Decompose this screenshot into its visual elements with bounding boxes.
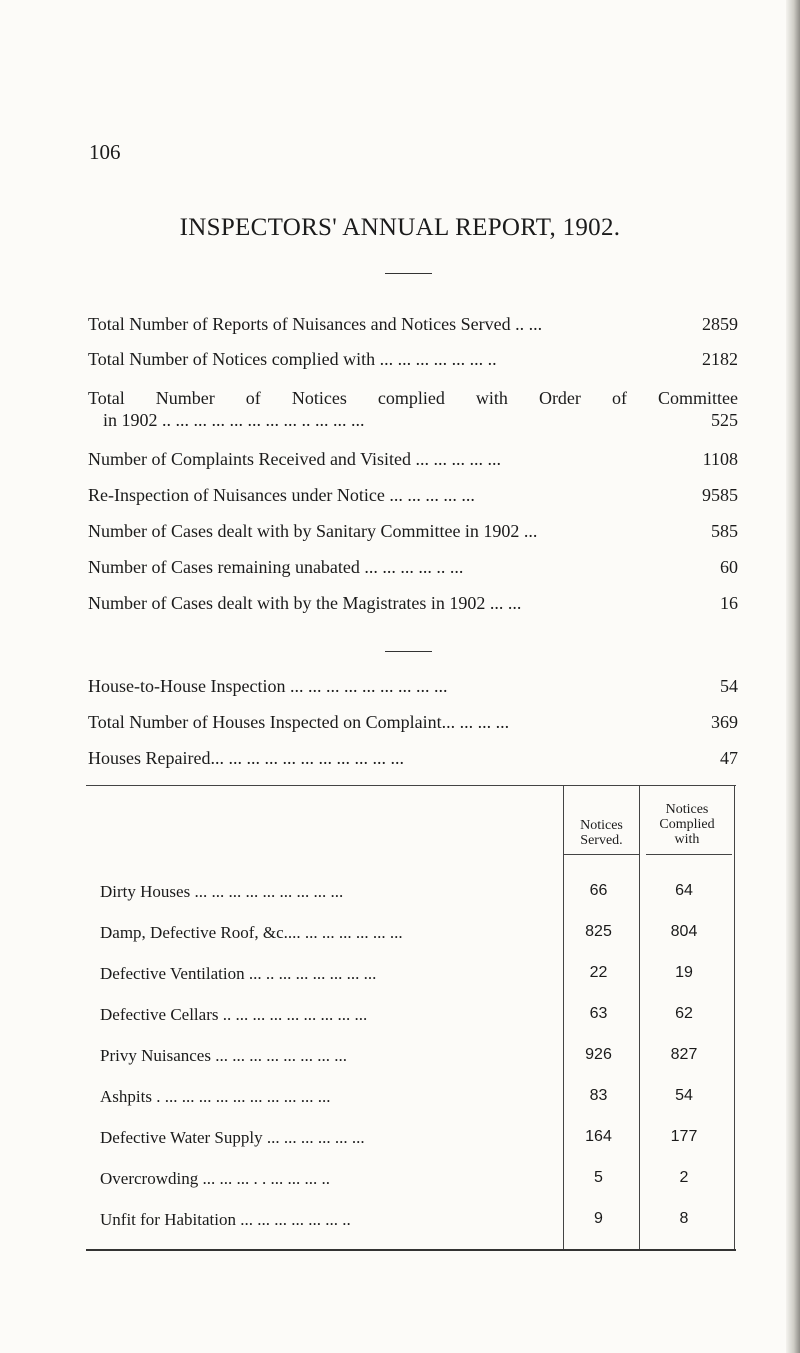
complied-value: 2 — [679, 1169, 689, 1186]
complied-value: 827 — [670, 1046, 698, 1063]
stat-label: Total Number of Houses Inspected on Complaint... ... ... ... — [88, 712, 510, 732]
served-value: 5 — [594, 1169, 603, 1186]
stat-label: Number of Cases dealt with by the Magistrates in 1902 ... ... — [88, 593, 522, 613]
stat-label: House-to-House Inspection ... ... ... ... ... ... ... ... ... — [88, 676, 448, 696]
stat-value: 60 — [720, 557, 738, 577]
stat-value: 16 — [720, 593, 738, 613]
served-value: 164 — [585, 1128, 612, 1145]
header-line: Complied — [659, 817, 715, 832]
page-number: 106 — [89, 140, 121, 164]
stat-value: 525 — [711, 410, 738, 430]
stat-value: 2182 — [702, 349, 738, 369]
served-value: 9 — [594, 1210, 603, 1227]
served-value: 926 — [585, 1046, 612, 1063]
section-divider — [385, 651, 432, 652]
stat-value: 369 — [711, 712, 738, 732]
stat-value: 47 — [720, 748, 738, 768]
row-label: Defective Cellars .. ... ... ... ... ... ... ... ... — [100, 1005, 368, 1024]
table-row — [86, 1087, 736, 1109]
table-row — [86, 1169, 736, 1191]
stat-value: 1108 — [702, 449, 738, 469]
table-row — [86, 882, 736, 904]
stat-label-continued: in 1902 .. ... ... ... ... ... ... ... .. ... ... ... — [103, 410, 365, 430]
stat-label: Total Number of Notices complied with ... ... ... ... ... ... .. — [88, 349, 497, 369]
table-row — [86, 1046, 736, 1068]
stat-value: 585 — [711, 521, 738, 541]
served-value: 63 — [589, 1005, 608, 1022]
table-row — [86, 1210, 736, 1232]
table-row — [86, 1128, 736, 1150]
stat-label: Total Number of Notices complied with Order of Committee — [88, 388, 738, 408]
served-value: 83 — [589, 1087, 608, 1104]
header-line: Notices — [580, 818, 623, 833]
row-label: Defective Ventilation ... .. ... ... ... ... ... ... — [100, 964, 377, 983]
row-label: Defective Water Supply ... ... ... ... ... ... — [100, 1128, 365, 1147]
row-label: Ashpits . ... ... ... ... ... ... ... ... ... ... — [100, 1087, 331, 1106]
table-row — [86, 1005, 736, 1027]
complied-value: 177 — [670, 1128, 698, 1145]
table-bottom-border — [86, 1249, 736, 1251]
table-row — [86, 964, 736, 986]
report-title: INSPECTORS' ANNUAL REPORT, 1902. — [179, 214, 621, 241]
stat-value: 2859 — [702, 314, 738, 334]
header-notices-served — [564, 818, 639, 848]
row-label: Damp, Defective Roof, &c.... ... ... ... ... ... ... — [100, 923, 403, 942]
stat-label: Number of Complaints Received and Visited ... ... ... ... ... — [88, 449, 502, 469]
complied-value: 19 — [675, 964, 693, 981]
stat-label: Number of Cases dealt with by Sanitary Committee in 1902 ... — [88, 521, 538, 541]
header-line: Notices — [665, 802, 709, 817]
complied-value: 62 — [675, 1005, 693, 1022]
stat-label: Total Number of Reports of Nuisances and Notices Served .. ... — [88, 314, 543, 334]
row-label: Overcrowding ... ... ... . . ... ... ... .. — [100, 1169, 330, 1188]
notices-table — [86, 785, 736, 1251]
header-notices-complied — [640, 802, 734, 847]
stat-label: Number of Cases remaining unabated ... ... ... ... .. ... — [88, 557, 464, 577]
served-value: 825 — [585, 923, 612, 940]
table-row — [86, 923, 736, 945]
header-line: Served. — [580, 833, 623, 848]
stat-label: Houses Repaired... ... ... ... ... ... ... ... ... ... ... — [88, 748, 404, 768]
row-label: Unfit for Habitation ... ... ... ... ... ... .. — [100, 1210, 351, 1229]
stat-value: 54 — [720, 676, 738, 696]
header-line: with — [674, 832, 700, 847]
header-underline — [564, 854, 639, 855]
complied-value: 804 — [670, 923, 698, 940]
served-value: 22 — [589, 964, 608, 981]
row-label: Dirty Houses ... ... ... ... ... ... ... ... ... — [100, 882, 344, 901]
complied-value: 54 — [675, 1087, 693, 1104]
complied-value: 64 — [675, 882, 693, 899]
served-value: 66 — [589, 882, 608, 899]
row-label: Privy Nuisances ... ... ... ... ... ... ... ... — [100, 1046, 347, 1065]
header-underline — [646, 854, 732, 855]
stat-label: Re-Inspection of Nuisances under Notice ... ... ... ... ... — [88, 485, 475, 505]
stat-value: 9585 — [702, 485, 738, 505]
page-edge-shadow — [786, 0, 800, 1353]
title-divider — [385, 273, 432, 274]
complied-value: 8 — [679, 1210, 689, 1227]
